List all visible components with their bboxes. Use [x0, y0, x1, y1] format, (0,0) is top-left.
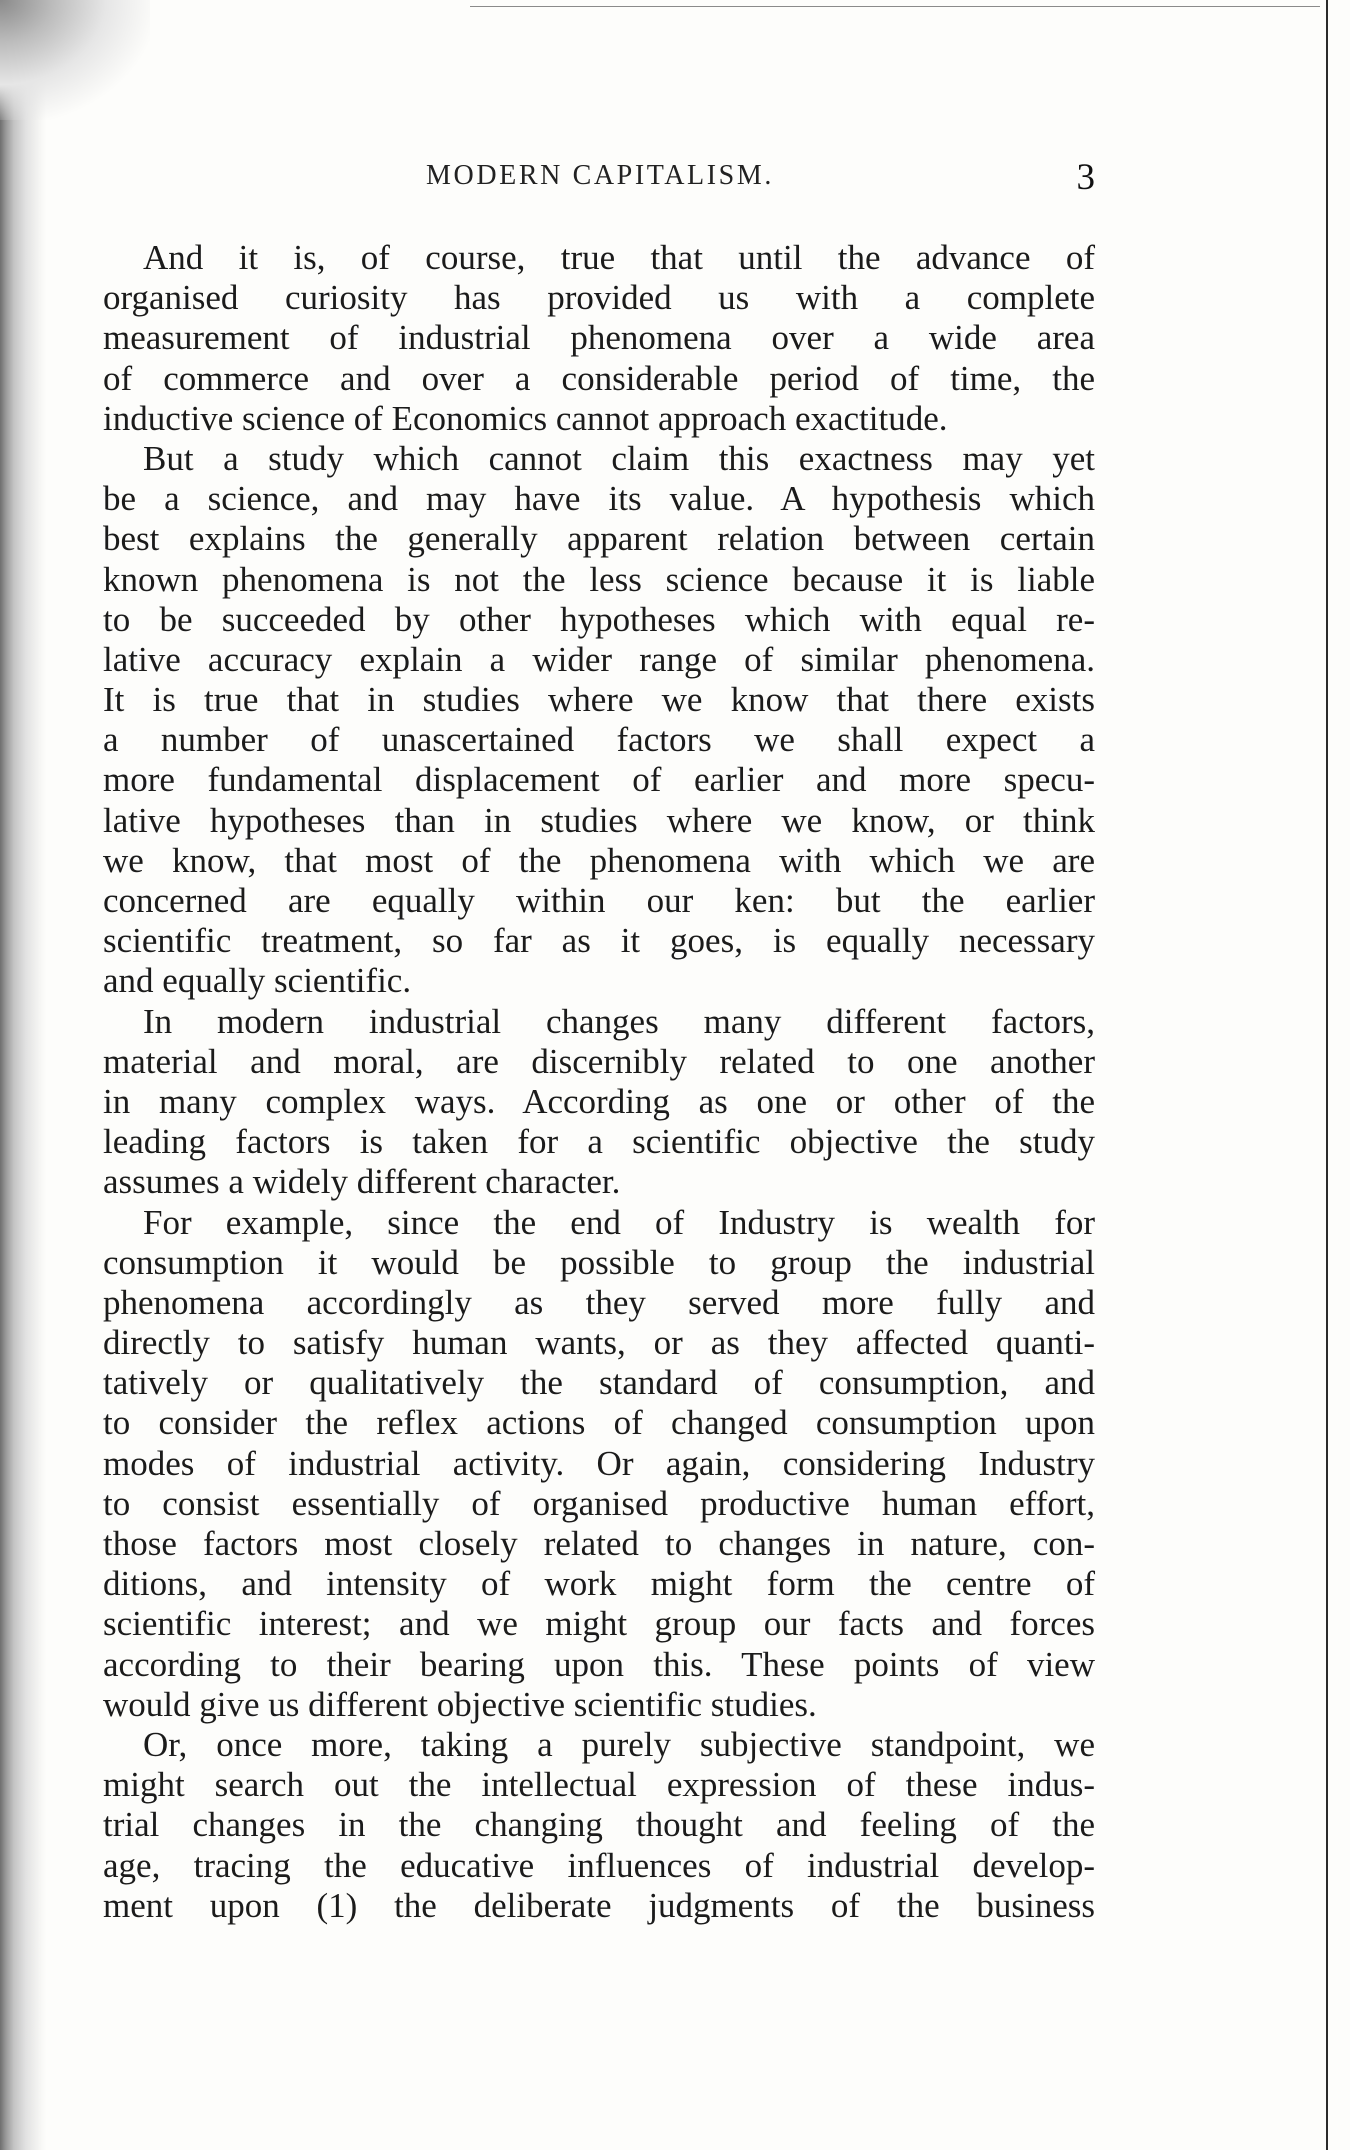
text-line: Or, once more, taking a purely subjective standpoint, we [143, 1724, 1095, 1764]
text-line: more fundamental displacement of earlier and more specu- [103, 760, 1095, 800]
text-line: For example, since the end of Industry is wealth for [143, 1202, 1095, 1242]
text-line: It is true that in studies where we know that there exists [103, 680, 1095, 720]
body-text [103, 238, 1095, 1926]
text-line: according to their bearing upon this. These points of view [103, 1644, 1095, 1684]
text-line: be a science, and may have its value. A hypothesis which [103, 479, 1095, 519]
text-line: we know, that most of the phenomena with which we are [103, 840, 1095, 880]
scan-corner-shadow [0, 0, 150, 120]
text-line: measurement of industrial phenomena over a wide area [103, 318, 1095, 358]
text-line: tatively or qualitatively the standard of consumption, and [103, 1363, 1095, 1403]
text-line: directly to satisfy human wants, or as they affected quanti- [103, 1323, 1095, 1363]
text-line: best explains the generally apparent relation between certain [103, 519, 1095, 559]
text-line: leading factors is taken for a scientific objective the study [103, 1122, 1095, 1162]
text-line: in many complex ways. According as one or other of the [103, 1081, 1095, 1121]
text-line: material and moral, are discernibly related to one another [103, 1041, 1095, 1081]
text-line: trial changes in the changing thought and feeling of the [103, 1805, 1095, 1845]
page-header [105, 157, 1095, 210]
scan-top-edge [470, 6, 1320, 7]
text-line: modes of industrial activity. Or again, considering Industry [103, 1443, 1095, 1483]
text-line: might search out the intellectual expression of these indus- [103, 1765, 1095, 1805]
scan-gutter-shadow [0, 0, 46, 2150]
text-line: ment upon (1) the deliberate judgments of the business [103, 1885, 1095, 1925]
running-head: MODERN CAPITALISM. [426, 160, 774, 191]
text-line: age, tracing the educative influences of industrial develop- [103, 1845, 1095, 1885]
text-line: scientific treatment, so far as it goes, is equally necessary [103, 921, 1095, 961]
text-line: those factors most closely related to changes in nature, con- [103, 1524, 1095, 1563]
text-line: And it is, of course, true that until the advance of [143, 238, 1095, 277]
text-line: lative accuracy explain a wider range of similar phenomena. [103, 639, 1095, 679]
text-line: scientific interest; and we might group our facts and forces [103, 1604, 1095, 1644]
text-line: to be succeeded by other hypotheses which with equal re- [103, 599, 1095, 639]
text-line: organised curiosity has provided us with a complete [103, 278, 1095, 318]
text-line: But a study which cannot claim this exactness may yet [143, 438, 1095, 478]
text-line: known phenomena is not the less science because it is liable [103, 559, 1095, 599]
text-line: concerned are equally within our ken: but the earlier [103, 881, 1095, 920]
text-line: In modern industrial changes many different factors, [143, 1001, 1095, 1041]
text-line: and equally scientific. [103, 961, 412, 1001]
text-line: of commerce and over a considerable period of time, the [103, 358, 1095, 398]
page-number: 3 [1076, 157, 1095, 198]
text-line: to consider the reflex actions of changed consumption upon [103, 1403, 1095, 1443]
text-line: a number of unascertained factors we shall expect a [103, 720, 1095, 760]
text-line: to consist essentially of organised productive human effort, [103, 1483, 1095, 1523]
text-line: would give us different objective scientific studies. [103, 1684, 817, 1724]
text-line: lative hypotheses than in studies where we know, or think [103, 800, 1095, 840]
page-right-edge [1326, 0, 1328, 2150]
text-line: consumption it would be possible to group the industrial [103, 1242, 1095, 1282]
text-line: inductive science of Economics cannot approach exactitude. [103, 398, 948, 438]
text-line: phenomena accordingly as they served more fully and [103, 1282, 1095, 1322]
text-line: assumes a widely different character. [103, 1162, 621, 1202]
text-line: ditions, and intensity of work might form the centre of [103, 1564, 1095, 1604]
